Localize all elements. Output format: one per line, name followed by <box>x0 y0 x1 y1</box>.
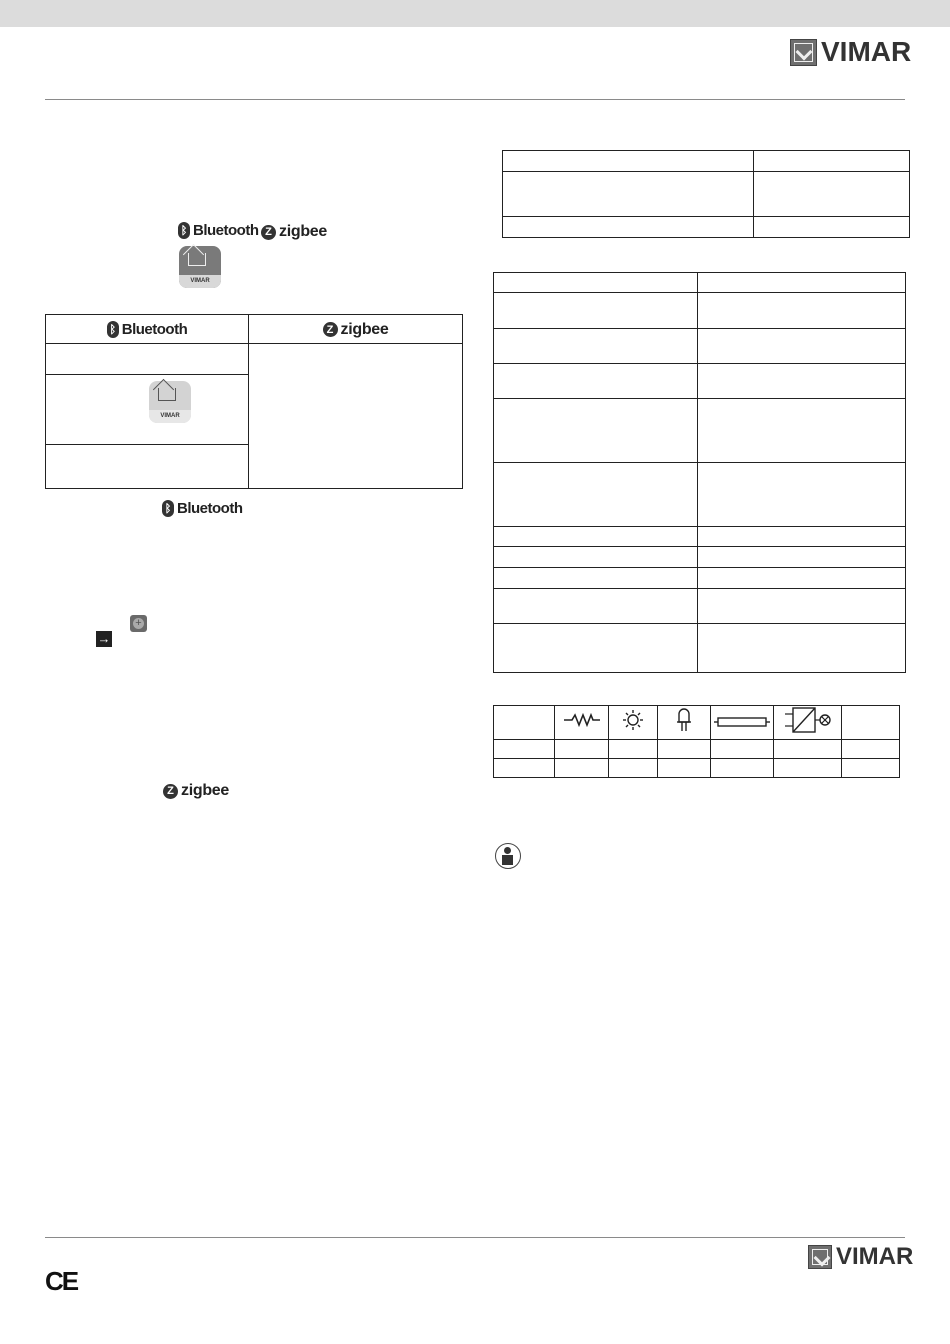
table-row-cell <box>494 547 698 568</box>
bluetooth-section-badge <box>162 500 242 517</box>
pairing-cell <box>46 344 249 375</box>
pairing-cell-zigbee <box>249 344 463 489</box>
brand-name: VIMAR <box>836 1243 914 1270</box>
table-row-cell <box>698 329 906 364</box>
table-row-cell <box>698 589 906 624</box>
load-cell <box>609 740 658 759</box>
lamp-symbol-icon <box>609 706 658 740</box>
app-icon-caption: VIMAR <box>179 275 221 288</box>
app-icon-caption: VIMAR <box>149 410 191 423</box>
table-row-cell <box>698 293 906 329</box>
load-cell <box>609 759 658 778</box>
table-cell <box>503 172 754 217</box>
bluetooth-icon: ᛒ <box>162 500 174 517</box>
footer-brand-logo <box>808 1245 913 1269</box>
arrow-right-icon: → <box>97 631 111 646</box>
zigbee-icon: Z <box>261 225 276 240</box>
load-cell <box>842 740 900 759</box>
table-row-cell <box>494 399 698 463</box>
zigbee-section-badge <box>163 782 229 800</box>
table-row-cell <box>494 568 698 589</box>
bluetooth-badge <box>178 222 258 239</box>
table-row-cell <box>494 329 698 364</box>
vimar-logo-icon <box>808 1245 832 1269</box>
table-row-cell <box>698 463 906 527</box>
top-band <box>0 0 950 27</box>
bluetooth-label: Bluetooth <box>177 500 243 517</box>
led-symbol-icon <box>658 706 711 740</box>
load-cell <box>555 740 609 759</box>
transformer-symbol-icon <box>774 706 842 740</box>
table-row-cell <box>494 624 698 673</box>
header-rule <box>45 99 905 100</box>
pairing-header-zigbee <box>249 315 463 344</box>
zigbee-label: zigbee <box>181 782 229 799</box>
bluetooth-label: Bluetooth <box>121 321 188 339</box>
table-cell <box>503 151 754 172</box>
zigbee-label: zigbee <box>340 320 389 338</box>
table-row-cell <box>494 364 698 399</box>
zigbee-icon: Z <box>163 784 178 799</box>
table-row-cell <box>494 273 698 293</box>
load-cell <box>711 740 774 759</box>
bluetooth-icon: ᛒ <box>107 321 119 338</box>
table-cell <box>754 172 910 217</box>
load-cell <box>658 759 711 778</box>
load-cell <box>658 740 711 759</box>
installer-icon <box>495 843 521 869</box>
table-cell <box>503 217 754 238</box>
view-wireless-app-icon <box>149 381 191 423</box>
table-row-cell <box>494 293 698 329</box>
pairing-cell <box>46 445 249 489</box>
footer-rule <box>45 1237 905 1238</box>
ce-mark-icon: CE <box>45 1266 78 1296</box>
pairing-cell-app <box>46 375 249 445</box>
pairing-header-bluetooth <box>46 315 249 344</box>
table-row-cell <box>494 589 698 624</box>
brand-logo <box>790 38 911 66</box>
bluetooth-icon: ᛒ <box>178 222 190 239</box>
load-header-blank <box>494 706 555 740</box>
load-cell <box>494 759 555 778</box>
technical-data-table <box>493 272 906 673</box>
load-cell <box>774 740 842 759</box>
table-cell <box>754 151 910 172</box>
load-types-table <box>493 705 900 778</box>
table-row-cell <box>698 399 906 463</box>
zigbee-badge <box>261 223 327 241</box>
fluorescent-tube-symbol-icon <box>711 706 774 740</box>
load-cell <box>711 759 774 778</box>
table-row-cell <box>698 527 906 547</box>
load-cell <box>774 759 842 778</box>
load-cell <box>842 759 900 778</box>
top-right-table <box>502 150 910 238</box>
table-row-cell <box>494 463 698 527</box>
table-row-cell <box>698 273 906 293</box>
table-row-cell <box>494 527 698 547</box>
view-wireless-app-icon <box>179 246 221 288</box>
pairing-table <box>45 314 463 489</box>
table-row-cell <box>698 568 906 589</box>
table-cell <box>754 217 910 238</box>
load-header-blank <box>842 706 900 740</box>
load-cell <box>555 759 609 778</box>
zigbee-label: zigbee <box>279 223 327 240</box>
table-row-cell <box>698 624 906 673</box>
table-row-cell <box>698 364 906 399</box>
plus-circle-icon <box>130 615 147 632</box>
resistor-symbol-icon <box>555 706 609 740</box>
vimar-logo-icon <box>790 39 817 66</box>
bluetooth-label: Bluetooth <box>193 222 259 239</box>
zigbee-icon: Z <box>323 322 338 337</box>
table-row-cell <box>698 547 906 568</box>
load-cell <box>494 740 555 759</box>
brand-name: VIMAR <box>821 36 912 67</box>
